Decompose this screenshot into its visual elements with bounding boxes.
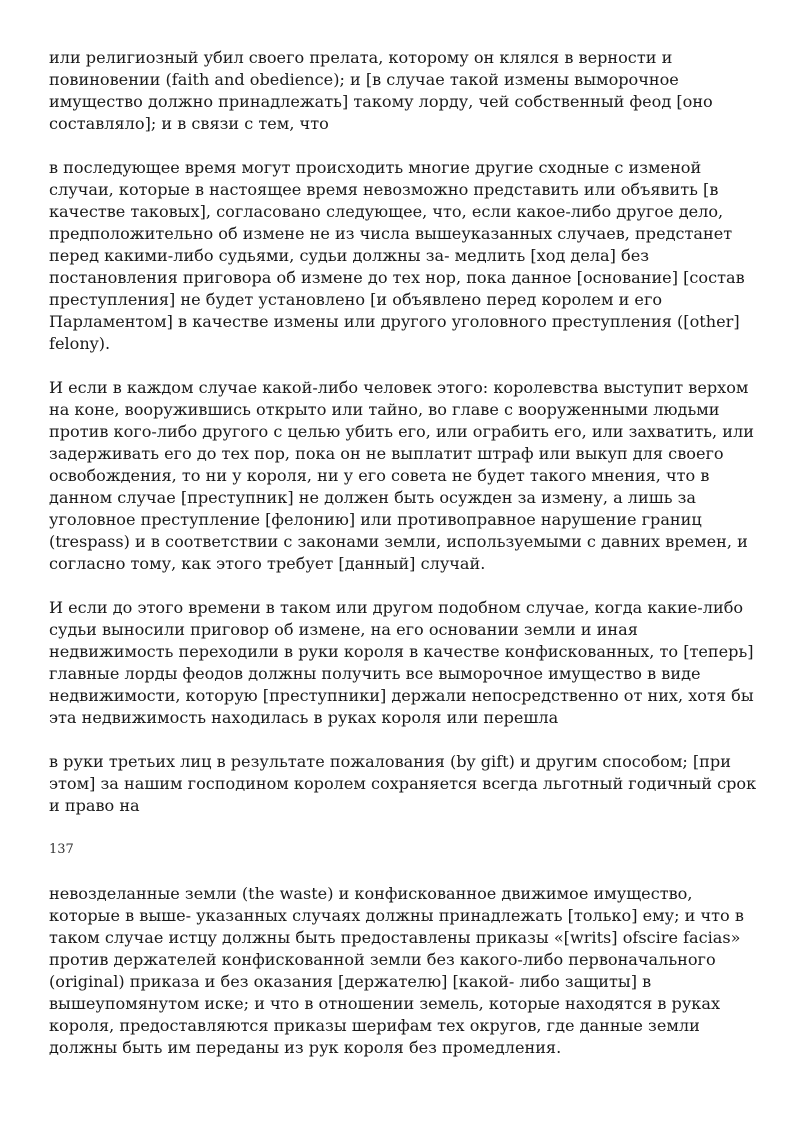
document-page bbox=[49, 47, 759, 1081]
paragraph: или религиозный убил своего прелата, которому он клялся в верности и повиновении (faith and obedience); и [в случае такой измены выморочное имущество должно принадлежать] такому лорду, чей собственный феод [оно составляло]; и в связи с тем, что bbox=[49, 48, 713, 133]
paragraph: И если в каждом случае какой-либо человек этого: королевства выступит верхом на коне, вооружившись открыто или тайно, во главе с вооруженными людьми против кого-либо другого с целью убить его, или ограбить его, или захватить, или задерживать его до тех пор, пока он не выплатит штраф или выкуп для своего освобождения, то ни у короля, ни у его совета не будет такого мнения, что в данном случае [преступник] не должен быть осужден за измену, а лишь за уголовное преступление [фелонию] или противоправное нарушение границ (trespass) и в соответствии с законами земли, используемыми с давних времен, и согласно тому, как этого требует [данный] случай. bbox=[49, 378, 754, 573]
paragraph: И если до этого времени в таком или другом подобном случае, когда какие-либо судьи выносили приговор об измене, на его основании земли и иная недвижимость переходили в руки короля в качестве конфискованных, то [теперь] главные лорды феодов должны получить все выморочное имущество в виде недвижимости, которую [преступники] держали непосредственно от них, хотя бы эта недвижимость находилась в руках короля или перешла bbox=[49, 598, 754, 727]
paragraph: невозделанные земли (the waste) и конфискованное движимое имущество, которые в выше- указанных случаях должны принадлежать [только] ему; и что в таком случае истцу должны быть предоставлены приказы «[writs] ofscire facias» против держателей конфискованной земли без какого-либо первоначального (original) приказа и без оказания [держателю] [какой- либо защиты] в вышеупомянутом иске; и что в отношении земель, которые находятся в руках короля, предоставляются приказы шерифам тех округов, где данные земли должны быть им переданы из рук короля без промедления. bbox=[49, 884, 744, 1057]
paragraph: в руки третьих лиц в результате пожалования (by gift) и другим способом; [при этом] за нашим господином королем сохраняется всегда льготный годичный срок и право на bbox=[49, 752, 757, 815]
paragraph: в последующее время могут происходить многие другие сходные с изменой случаи, которые в настоящее время невозможно представить или объявить [в качестве таковых], согласовано следующее, что, если какое-либо другое дело, предположительно об измене не из числа вышеуказанных случаев, предстанет перед какими-либо судьями, судьи должны за- медлить [ход дела] без постановления приговора об измене до тех нор, пока данное [основание] [состав преступления] не будет установлено [и объявлено перед королем и его Парламентом] в качестве измены или другого уголовного преступления ([other] felony). bbox=[49, 158, 745, 353]
page-number: 137 bbox=[49, 842, 74, 857]
